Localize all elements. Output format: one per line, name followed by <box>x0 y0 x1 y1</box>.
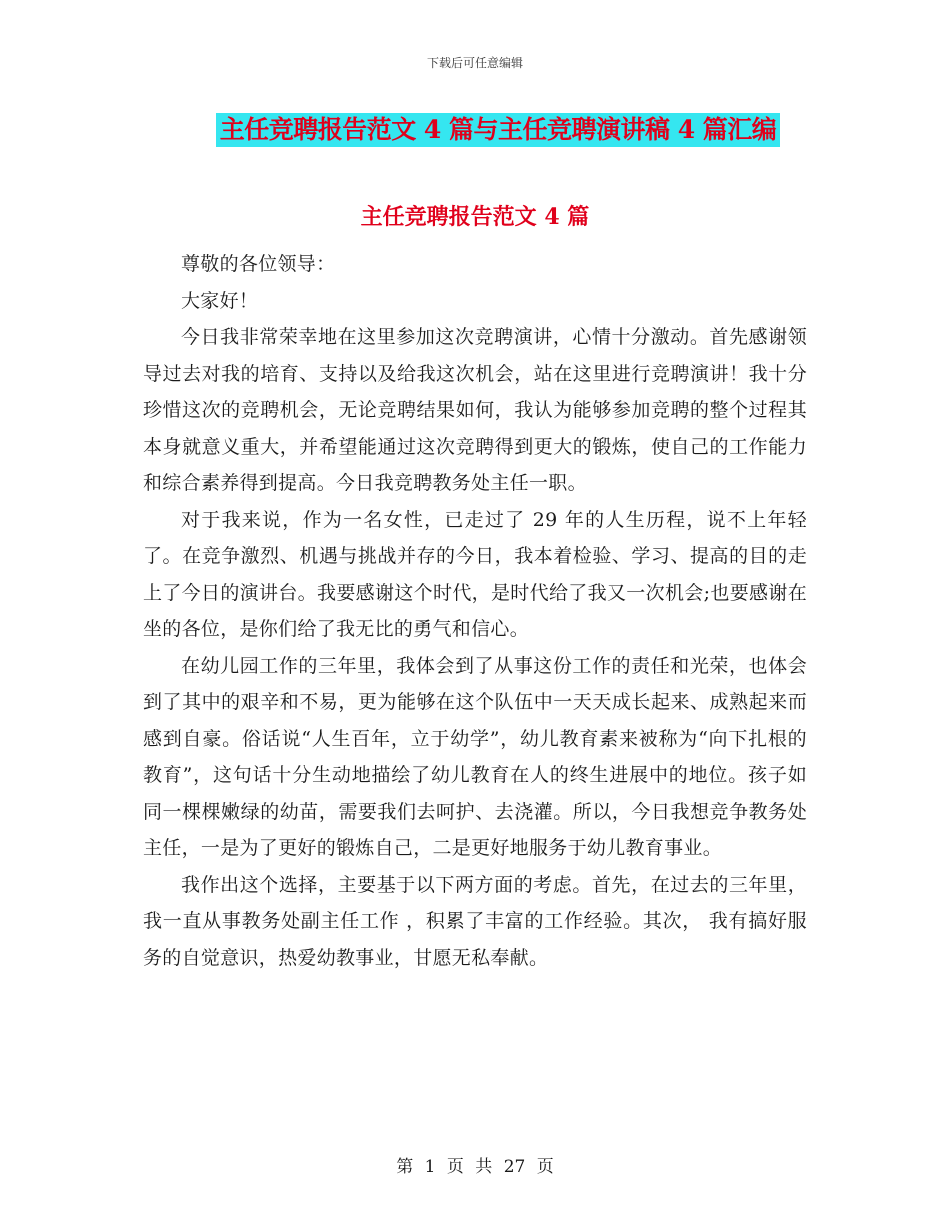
body-paragraph: 在幼儿园工作的三年里，我体会到了从事这份工作的责任和光荣，也体会到了其中的艰辛和不易，更为能够在这个队伍中一天天成长起来、成熟起来而感到自豪。俗话说“人生百年，立于幼学”，幼儿教育素来被称为“向下扎根的教育”，这句话十分生动地描绘了幼儿教育在人的终生进展中的地位。孩子如同一棵棵嫩绿的幼苗，需要我们去呵护、去浇灌。所以，今日我想竞争教务处主任，一是为了更好的锻炼自己，二是更好地服务于幼儿教育事业。 <box>143 654 807 859</box>
body-paragraph: 我作出这个选择，主要基于以下两方面的考虑。首先，在过去的三年里，我一直从事教务处副主任工作 ，积累了丰富的工作经验。其次， 我有搞好服务的自觉意识，热爱幼教事业，甘愿无私奉献。 <box>143 873 807 969</box>
page-number-footer: 第 1 页 共 27 页 <box>396 1157 554 1177</box>
document-title-wrap <box>0 113 950 147</box>
body-paragraph: 对于我来说，作为一名女性，已走过了 29 年的人生历程，说不上年轻了。在竞争激烈、机遇与挑战并存的今日，我本着检验、学习、提高的目的走上了今日的演讲台。我要感谢这个时代，是时代给了我又一次机会;也要感谢在坐的各位，是你们给了我无比的勇气和信心。 <box>143 508 807 640</box>
salutation: 尊敬的各位领导： <box>181 253 336 275</box>
body-paragraph: 今日我非常荣幸地在这里参加这次竞聘演讲，心情十分激动。首先感谢领导过去对我的培育、支持以及给我这次机会，站在这里进行竞聘演讲！我十分珍惜这次的竞聘机会，无论竞聘结果如何，我认为能够参加竞聘的整个过程其本身就意义重大，并希望能通过这次竞聘得到更大的锻炼，使自己的工作能力和综合素养得到提高。今日我竞聘教务处主任一职。 <box>143 326 807 494</box>
section-title: 主任竞聘报告范文 4 篇 <box>360 204 590 230</box>
document-title: 主任竞聘报告范文 4 篇与主任竞聘演讲稿 4 篇汇编 <box>216 113 781 147</box>
document-body <box>143 246 807 976</box>
page-header-note: 下载后可任意编辑 <box>426 56 523 70</box>
greeting: 大家好！ <box>181 289 259 312</box>
